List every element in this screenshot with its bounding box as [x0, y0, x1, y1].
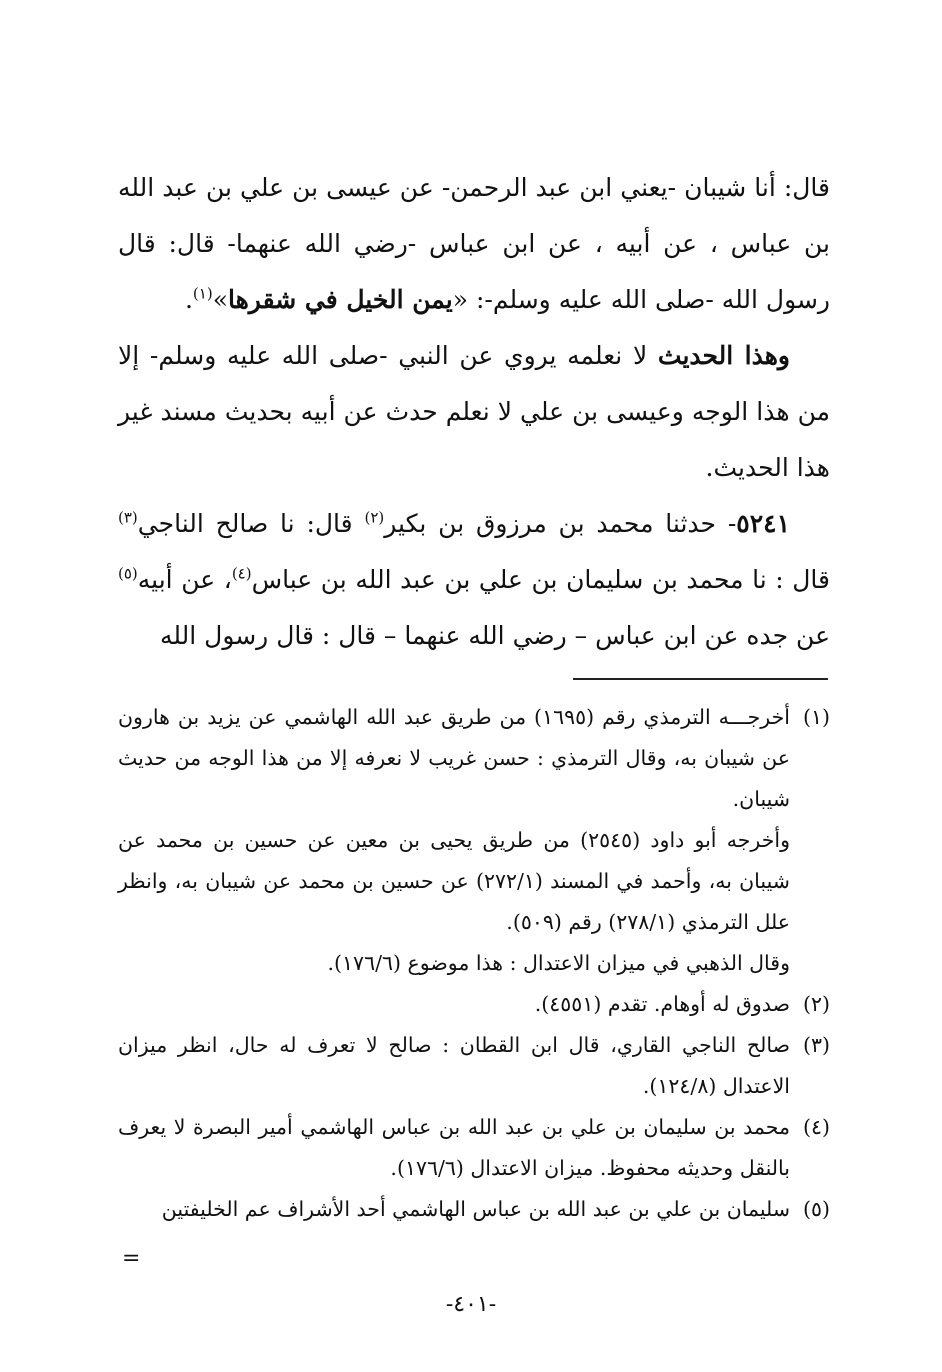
footnote-ref-1: (١) [192, 284, 213, 303]
footnote-ref-3: (٣) [118, 508, 138, 527]
footnote-4 [118, 1107, 830, 1189]
footnote-line: صدوق له أوهام. تقدم (٤٥٥١). [534, 992, 790, 1016]
footnote-number: (٣) [802, 1033, 830, 1057]
footnote-line: وقال الذهبي في ميزان الاعتدال : هذا موضوع (١٧٦/٦). [327, 951, 790, 975]
footnote-ref-4: (٤) [231, 564, 252, 583]
footnote-line: أخرجـــه الترمذي رقم (١٦٩٥) من طريق عبد الله الهاشمي عن يزيد بن هارون عن شيبان به، وقال الترمذي : حسن غريب لا نعرفه إلا من هذا الوجه من حديث شيبان. [118, 705, 790, 811]
footnote-5 [118, 1189, 830, 1230]
footnote-number: (٢) [802, 992, 830, 1016]
lead-phrase: وهذا الحديث [657, 341, 791, 370]
paragraph-1: قال: أنا شيبان -يعني ابن عبد الرحمن- عن عيسى بن علي بن عبد الله بن عباس ، عن أبيه ، عن ابن عباس -رضي الله عنهما- قال: قال رسول الله -صلى الله عليه وسلم-: «يمن الخيل في شقرها»$^{(١)}$. [118, 173, 830, 314]
footnote-ref-2: (٢) [364, 508, 385, 527]
paragraph-3: ٥٢٤١- حدثنا محمد بن مرزوق بن بكير$^{(٢)}$ قال: نا صالح الناجي$^{(٣)}$ قال : نا محمد بن سليمان بن علي بن عبد الله بن عباس$^{(٤)}$، عن أبيه$^{(٥)}$ عن جده عن ابن عباس – رضي الله عنهما – قال : قال رسول الله [118, 508, 830, 650]
hadith-number: ٥٢٤١ [736, 509, 790, 538]
footnote-ref-5: (٥) [118, 564, 138, 583]
footnote-line: وأخرجه أبو داود (٢٥٤٥) من طريق يحيى بن معين عن حسين بن محمد عن شيبان به، وأحمد في المسند (٢٧٢/١) عن حسين بن محمد عن شيبان به، وانظر علل الترمذي (٢٧٨/١) رقم (٥٠٩). [118, 828, 790, 934]
paragraph-2: وهذا الحديث لا نعلمه يروي عن النبي -صلى الله عليه وسلم- إلا من هذا الوجه وعيسى بن علي لا نعلم حدث عن أبيه بحديث مسند غير هذا الحديث. [118, 341, 830, 482]
main-text [118, 160, 830, 664]
footnote-divider [573, 678, 828, 680]
footnote-line: صالح الناجي القاري، قال ابن القطان : صالح لا تعرف له حال، انظر ميزان الاعتدال (١٢٤/٨). [118, 1033, 790, 1098]
footnote-3 [118, 1025, 830, 1107]
hadith-text: يمن الخيل في شقرها [227, 285, 453, 314]
page-number: -٤٠١- [445, 1292, 497, 1317]
footnote-2 [118, 984, 830, 1025]
footnote-line: سليمان بن علي بن عبد الله بن عباس الهاشمي أحد الأشراف عم الخليفتين [161, 1197, 790, 1221]
footnote-line: محمد بن سليمان بن علي بن عبد الله بن عباس الهاشمي أمير البصرة لا يعرف بالنقل وحديثه محفوظ. ميزان الاعتدال (١٧٦/٦). [118, 1115, 790, 1180]
footnote-number: (١) [802, 705, 830, 729]
footnote-number: (٤) [802, 1115, 830, 1139]
footnote-number: (٥) [802, 1197, 830, 1221]
footnote-1 [118, 697, 830, 984]
footnotes [118, 697, 830, 1230]
continuation-mark: = [122, 1246, 141, 1271]
